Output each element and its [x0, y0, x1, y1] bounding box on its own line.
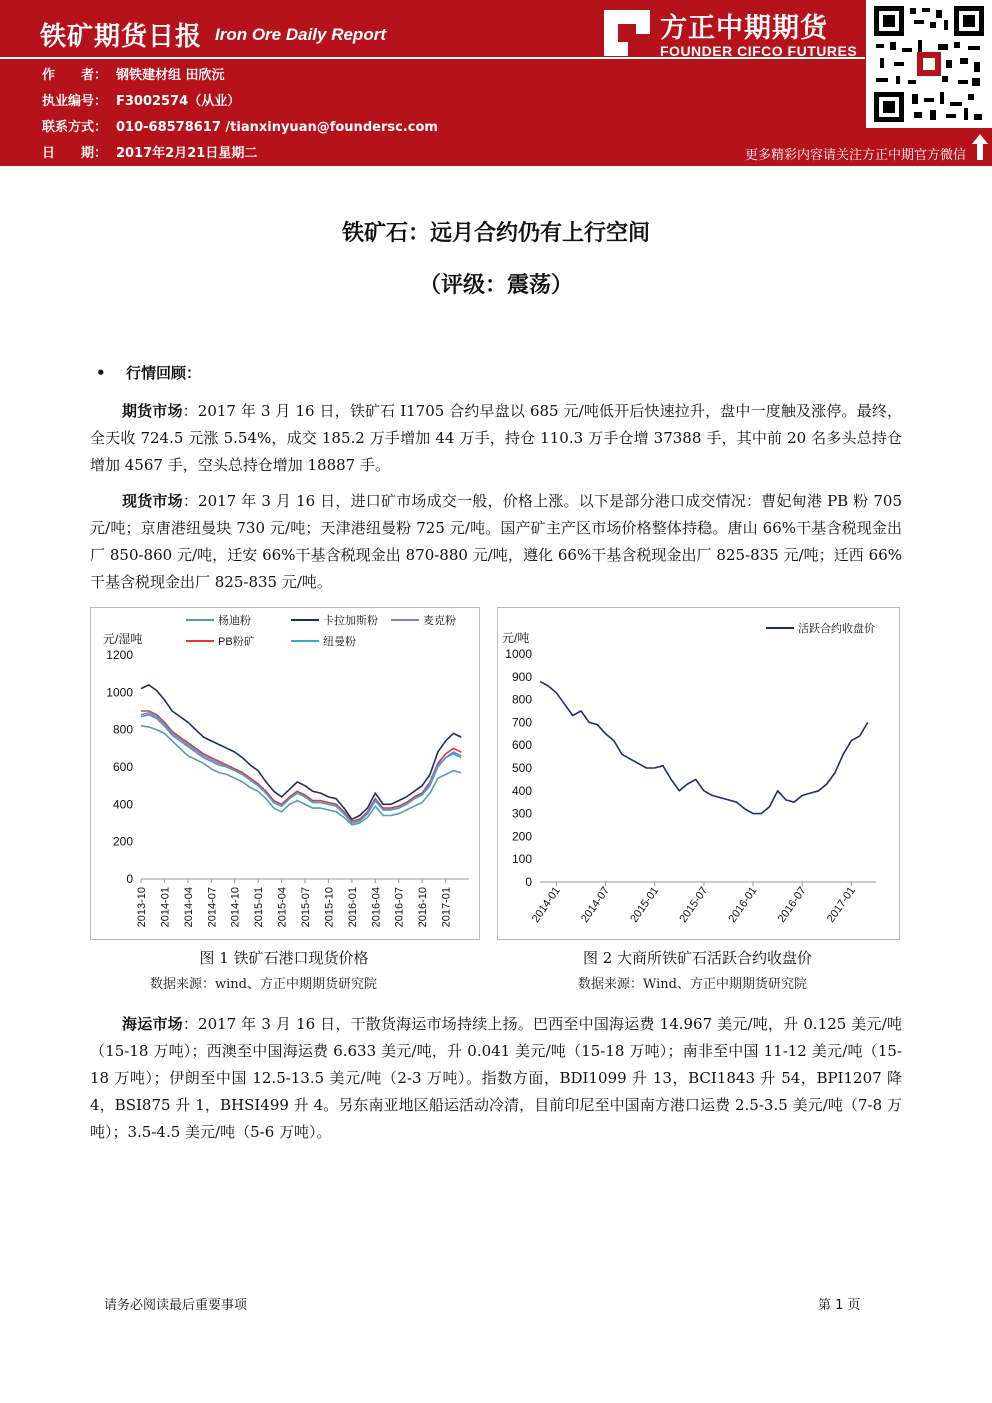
x-tick-label: 2016-07 [775, 884, 809, 925]
x-tick-label: 2016-10 [417, 887, 430, 928]
x-tick-label: 2014-01 [529, 884, 563, 925]
chart2-svg [498, 608, 899, 939]
x-tick-label: 2014-04 [182, 887, 195, 928]
legend-label: PB粉矿 [218, 636, 255, 648]
legend-label: 纽曼粉 [323, 636, 356, 648]
footer-page-number: 第 1 页 [818, 1298, 861, 1313]
chart-dce-active-contract [497, 607, 900, 940]
y-tick-label: 200 [112, 834, 133, 849]
section-bullet: • [96, 364, 106, 382]
futures-label: 期货市场 [122, 402, 183, 420]
x-tick-label: 2016-01 [346, 887, 359, 928]
y-tick-label: 1200 [106, 648, 133, 662]
series-line-PB粉矿 [141, 711, 461, 821]
legend-label: 活跃合约收盘价 [798, 623, 875, 635]
chart-port-spot-prices [90, 607, 480, 940]
y-axis-unit-label: 元/吨 [502, 631, 530, 645]
figure1-caption: 图 1 铁矿石港口现货价格 [199, 949, 369, 967]
legend-label: 杨迪粉 [218, 615, 251, 627]
futures-paragraph [90, 398, 902, 479]
shipping-paragraph [90, 1011, 902, 1146]
spot-paragraph [90, 488, 902, 596]
contact-label: 联系方式： [42, 120, 108, 135]
x-tick-label: 2015-07 [300, 887, 312, 928]
x-tick-label: 2017-01 [440, 887, 453, 928]
section-heading [96, 362, 201, 383]
chart1-svg [91, 608, 479, 939]
rating-label: （评级：震荡） [418, 273, 573, 298]
x-tick-label: 2014-10 [229, 887, 242, 928]
x-tick-label: 2015-01 [628, 884, 662, 925]
y-tick-label: 800 [112, 722, 133, 737]
qr-code-graphic [874, 6, 984, 122]
x-tick-label: 2016-04 [370, 887, 383, 928]
x-tick-label: 2015-01 [253, 887, 266, 928]
y-tick-label: 800 [511, 692, 532, 707]
logo-chinese-name: 方正中期期货 [660, 13, 828, 44]
figure2-source: 数据来源：Wind、方正中期期货研究院 [578, 977, 807, 992]
y-tick-label: 900 [511, 669, 532, 684]
shipping-label: 海运市场 [122, 1015, 183, 1033]
x-tick-label: 2016-01 [726, 884, 760, 925]
spot-text: ：2017 年 3 月 16 日，进口矿市场成交一般，价格上涨。以下是部分港口成交情况：曹妃甸港 PB 粉 705 元/吨；京唐港纽曼块 730 元/吨；天津港纽曼粉 725 元/吨。国产矿主产区市场价格整体持稳。唐山 66%干基含税现金出厂 850-860 元/吨，迁安 66%干基含税现金出 870-880 元/吨，遵化 66%干基含税现金出厂 825-835 元/吨；迁西 66%干基含税现金出厂 825-835 元/吨。 [90, 492, 902, 591]
arrow-up-icon [972, 134, 988, 160]
figure1-source: 数据来源：wind、方正中期期货研究院 [150, 977, 377, 992]
y-tick-label: 500 [511, 761, 532, 775]
x-tick-label: 2016-07 [393, 887, 406, 928]
date-value: 2017年2月21日星期二 [116, 146, 258, 161]
y-tick-label: 0 [126, 872, 133, 886]
company-logo [604, 6, 862, 62]
y-axis-unit-label: 元/湿吨 [103, 632, 143, 646]
y-tick-label: 600 [511, 738, 532, 753]
x-tick-label: 2015-04 [276, 887, 289, 928]
contact-value[interactable]: 010-68578617 /tianxinyuan@foundersc.com [116, 120, 438, 135]
date-row [42, 142, 257, 161]
x-tick-label: 2017-01 [824, 884, 858, 925]
figure2-caption: 图 2 大商所铁矿石活跃合约收盘价 [582, 949, 813, 967]
logo-mark-icon [604, 10, 650, 56]
legend-label: 卡拉加斯粉 [323, 615, 378, 627]
article-headline: 铁矿石：远月合约仍有上行空间 [341, 221, 650, 246]
y-tick-label: 1000 [106, 685, 133, 700]
legend-label: 麦克粉 [423, 615, 456, 627]
futures-text: ：2017 年 3 月 16 日，铁矿石 I1705 合约早盘以 685 元/吨低开后快速拉升，盘中一度触及涨停。最终，全天收 724.5 元涨 5.54%，成交 185.2 万手增加 44 万手，持仓 110.3 万手仓增 37388 手，其中前 20 名多头总持仓增加 4567 手，空头总持仓增加 18887 手。 [90, 402, 902, 474]
x-tick-label: 2015-07 [677, 884, 711, 925]
y-tick-label: 400 [112, 797, 133, 812]
date-label: 日 期： [42, 146, 108, 161]
series-line-杨迪粉 [141, 726, 461, 825]
report-title: 铁矿期货日报 [40, 22, 203, 52]
license-value: F3002574（从业） [116, 94, 241, 109]
contact-row [42, 116, 438, 135]
shipping-text: ：2017 年 3 月 16 日，干散货海运市场持续上扬。巴西至中国海运费 14.967 美元/吨，升 0.125 美元/吨（15-18 万吨）；西澳至中国海运费 6.633 美元/吨，升 0.041 美元/吨（15-18 万吨）；南非至中国 11-12 美元/吨（15-18 万吨）；伊朗至中国 12.5-13.5 美元/吨（2-3 万吨）。指数方面，BDI1099 升 13，BCI1843 升 54，BPI1207 降 4，BSI875 升 1，BHSI499 升 4。另东南亚地区船运活动冷清，目前印尼至中国南方港口运费 2.5-3.5 美元/吨（7-8 万吨）；3.5-4.5 美元/吨（5-6 万吨）。 [90, 1015, 902, 1141]
y-tick-label: 0 [525, 875, 532, 889]
footer-notice: 请务必阅读最后重要事项 [104, 1298, 248, 1313]
x-tick-label: 2013-10 [136, 887, 148, 928]
spot-label: 现货市场 [122, 492, 183, 510]
series-line-活跃合约收盘价 [540, 681, 868, 813]
qr-code-icon [866, 0, 992, 128]
report-header [0, 0, 992, 166]
y-tick-label: 1000 [505, 647, 532, 661]
author-value: 钢铁建材组 田欣沅 [116, 68, 225, 83]
x-tick-label: 2015-10 [323, 887, 336, 928]
license-row [42, 90, 240, 109]
y-tick-label: 400 [511, 783, 532, 798]
license-label: 执业编号： [42, 94, 108, 109]
report-subtitle: Iron Ore Daily Report [215, 25, 386, 44]
x-tick-label: 2014-01 [159, 887, 172, 928]
section-title: 行情回顾： [126, 364, 202, 382]
author-row [42, 64, 225, 83]
y-tick-label: 100 [511, 852, 532, 867]
y-tick-label: 700 [511, 715, 532, 730]
y-tick-label: 200 [511, 829, 532, 844]
author-label: 作 者： [42, 68, 108, 83]
logo-english-name: FOUNDER CIFCO FUTURES [660, 43, 858, 59]
follow-wechat-text: 更多精彩内容请关注方正中期官方微信 [744, 148, 966, 163]
y-tick-label: 600 [112, 760, 133, 774]
x-tick-label: 2014-07 [206, 887, 219, 928]
x-tick-label: 2014-07 [579, 884, 613, 925]
y-tick-label: 300 [511, 806, 532, 821]
